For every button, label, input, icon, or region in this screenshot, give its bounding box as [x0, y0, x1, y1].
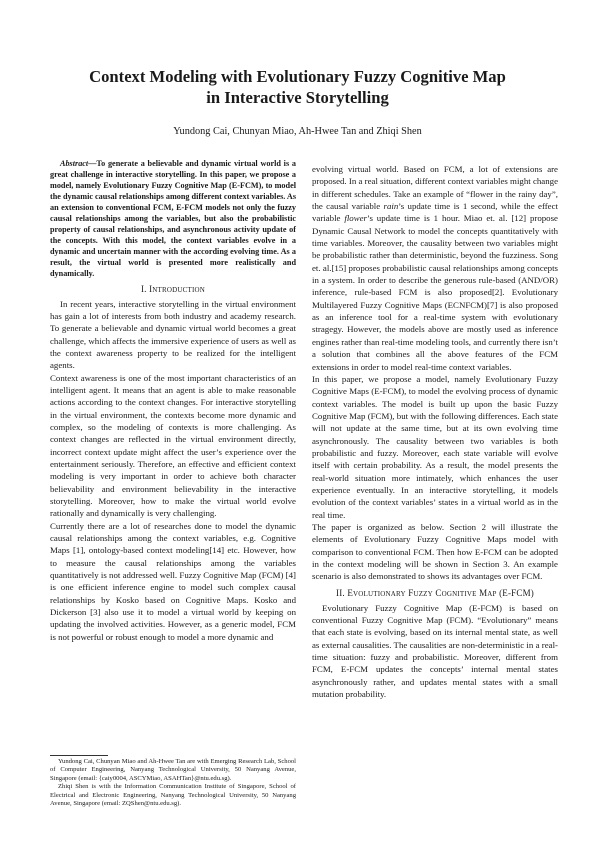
- section-numeral: I.: [140, 283, 147, 294]
- heading-abbreviation: (E-FCM): [499, 587, 534, 598]
- heading-letter: M: [479, 587, 488, 598]
- paragraph: In recent years, interactive storytelling in the virtual environment has gain a lot of interests from both industry and academy research. To generate a believable and dynamic virtual world becomes a great challenge, which affects the immersive experience of users as well as the context awareness property to be realized for the intelligent agents.: [50, 298, 296, 371]
- section-heading-introduction: [50, 283, 296, 296]
- heading-letter: F: [408, 587, 414, 598]
- paragraph: In this paper, we propose a model, namely Evolutionary Fuzzy Cognitive Maps (E-FCM), to model the evolving process of dynamic context variables. The model is built up upon the basic Fuzzy Cognitive Map (FCM), but with the following differences. Each state will not update at the same time, but at its own evolving time asynchronously. The causality between two variables is both probabilistic and fuzzy. Moreover, each state variable will evolve itself with certain probability. As a result, the model presents the real-world situation more intimately, which enhances the user experience eventually. In an interactive storytelling, it models evolution of the context variables’ states in a virtual world as in the real time.: [312, 373, 558, 520]
- abstract-label: Abstract: [60, 159, 89, 168]
- section-numeral: II.: [336, 587, 345, 598]
- title-line-1: Context Modeling with Evolutionary Fuzzy Cognitive Map: [89, 67, 506, 86]
- abstract: [50, 158, 296, 280]
- section-heading-rest: NTRODUCTION: [152, 285, 206, 294]
- paragraph: Evolutionary Fuzzy Cognitive Map (E-FCM) is based on conventional Fuzzy Cognitive Map (FCM). “Evolutionary” means that each state is evolving, based on its internal mental state, as well as external causalities. The causalities are non-deterministic in a real-time situation: fuzzy and probabilistic. Moreover, different from FCM, E-FCM updates the concepts’ internal mental states asynchronously rather, and updates mental states with a small mutation probability.: [312, 602, 558, 700]
- text-run: ’s update time is 1 hour. Miao et. al. [12] propose Dynamic Causal Network to model the concepts quantitatively with time variables. Moreover, the causality between two variables might be probabilistic rather than deterministic, beyond the fuzziness. Song et. al.[15] proposes probabilistic causal relationships among concepts in a system. In order to describe the generous rule-based (AND/OR) inference, rule-based FCM is also proposed[2]. Evolutionary Multilayered Fuzzy Cognitive Maps (ECNFCM)[7] is also proposed as an inference tool for a real-time system with evolutionary stragegy. However, the models above are mostly used as inference engines rather than real-time modeling tools, and currently there isn’t a solution that combines all the above features of the FCM extensions in order to model real-time context variables.: [312, 213, 558, 372]
- footnote: Zhiqi Shen is with the Information Communication Institute of Singapore, School of Electrical and Electronic Engineering, Nanyang Technological University, 50 Nanyang Avenue, Singapore (email: ZQShen@ntu.edu.sg).: [50, 783, 296, 808]
- text-run: ’s update time is 1 second, while the effect variable: [312, 201, 558, 224]
- text-run: evolving virtual world. Based on FCM, a lot of extensions are proposed. In a real situation, different context variables might change in different schedules. Take an example of “flower in the rainy day”, the causal variable: [312, 164, 558, 212]
- abstract-text: —To generate a believable and dynamic virtual world is a great challenge in interactive storytelling. In this paper, we propose a model, namely Evolutionary Fuzzy Cognitive Map (E-FCM), to model the dynamic causal relationships among different context variables. As an extension to conventional FCM, E-FCM models not only the fuzzy causal relationships among the variables, but also the probabilistic property of causal relationships, and asynchronous activity update of the concepts. With this model, the context variables evolve in a dynamic and uncertain manner with the according evolving time. As a result, the virtual world is presented more realistically and dynamically.: [50, 159, 297, 279]
- heading-smallcaps: UZZY: [413, 589, 433, 598]
- footnote-divider: [50, 755, 108, 756]
- section-heading-first-letter: I: [149, 283, 153, 294]
- paragraph: The paper is organized as below. Section 2 will illustrate the elements of Evolutionary Fuzzy Cognitive Maps model with comparison to conventional FCM. Then how E-FCM can be adopted in the context modeling will be shown in Section 3. An example scenario is also demonstrated to shows its advantages over FCM.: [312, 521, 558, 582]
- paragraph: [312, 163, 558, 373]
- heading-smallcaps: AP: [487, 589, 497, 598]
- italic-term-flower: flower: [344, 213, 367, 224]
- heading-letter: C: [435, 587, 442, 598]
- section-heading-efcm: [312, 587, 558, 600]
- italic-term-rain: rain: [383, 201, 399, 212]
- title-line-2: in Interactive Storytelling: [206, 87, 389, 107]
- left-column: [50, 158, 296, 643]
- author-list: Yundong Cai, Chunyan Miao, Ah-Hwee Tan and Zhiqi Shen: [173, 126, 422, 137]
- paragraph: Context awareness is one of the most important characteristics of an intelligent agent. It means that an agent is able to make reasonable actions according to the context changes. For interactive storytelling in the virtual environment, the contexts become more dynamic and complex, so the modeling of contexts is more challenging. As context changes are reflected in the virtual environment directly, incorrect context update might affect the user’s experience over the entertainment seriously. Therefore, an effective and efficient context modeling is very important in order to achieve both character believability and environment believability in the interactive storytelling. Moreover, how to make the virtual world evolve rationally and dynamically is very challenging.: [50, 372, 296, 519]
- heading-letter: E: [347, 587, 354, 598]
- heading-smallcaps: OGNITIVE: [441, 589, 477, 598]
- footnotes: [50, 758, 296, 808]
- paragraph: Currently there are a lot of researches done to model the dynamic causal relationships among the context variables, e.g. Cognitive Maps [1], ontology-based context modeling[14] etc. However, how to measure the causal relationships among the variables quantitatively is not addressed well. Fuzzy Cognitive Map (FCM) [4] is one efficient inference engine to model such complex causal relationships by Kosko based on Cognitive Maps. Kosko and Dickerson [3] also use it to model a virtual world by keeping on updating the involved activities. However, as a generic model, FCM is not powerful or robust enough to model a more dynamic and: [50, 520, 296, 642]
- right-column: [312, 163, 558, 700]
- heading-smallcaps: VOLUTIONARY: [353, 589, 406, 598]
- paper-title: [40, 67, 555, 108]
- footnote: Yundong Cai, Chunyan Miao and Ah-Hwee Tan are with Emerging Research Lab, School of Computer Engineering, Nanyang Technological University, 50 Nanyang Avenue, Singapore (email: {caiy0004, ASCYMiao, ASAHTan}@ntu.edu.sg).: [50, 758, 296, 782]
